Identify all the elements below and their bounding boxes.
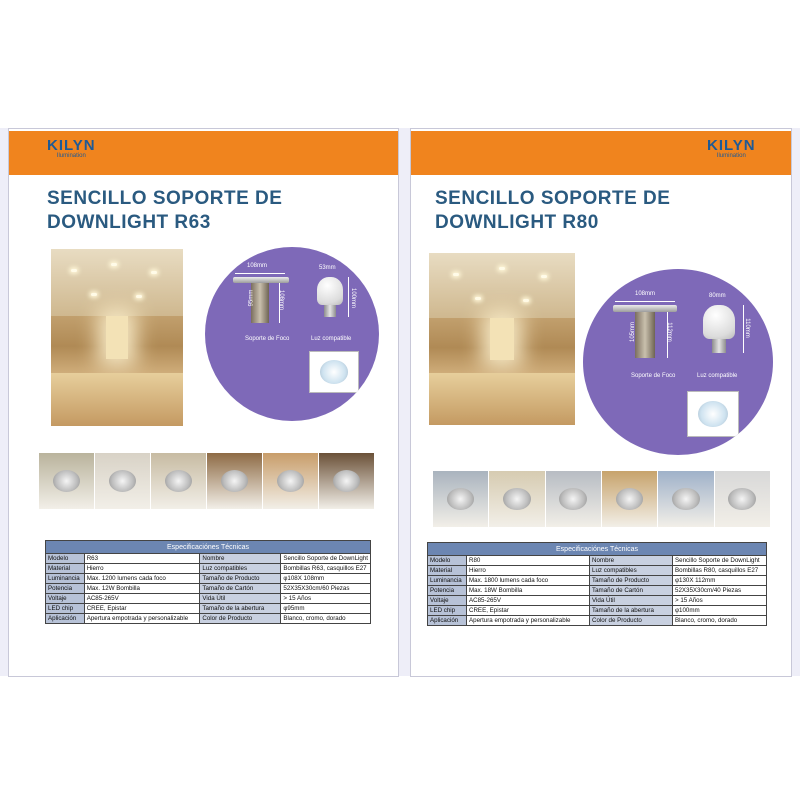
table-cell: Hierro — [84, 564, 200, 574]
product-dimension-diagram — [583, 269, 773, 455]
bulb-lit-inset — [687, 391, 739, 437]
thumbnail — [658, 471, 714, 527]
bulb-base — [712, 339, 726, 353]
table-cell: Color de Producto — [590, 616, 673, 626]
table-row — [46, 564, 371, 574]
table-cell: Luminancia — [428, 576, 467, 586]
table-row — [428, 586, 767, 596]
table-row — [428, 616, 767, 626]
table-row — [46, 604, 371, 614]
fixture-width-label: 108mm — [247, 263, 268, 269]
spec-table-header: Especificaciónes Técnicas — [46, 541, 371, 554]
spec-table — [427, 542, 767, 626]
table-cell: Luminancia — [46, 574, 85, 584]
table-cell: CREE, Epistar — [84, 604, 200, 614]
table-cell: Vida Útil — [200, 594, 281, 604]
table-cell: Modelo — [428, 556, 467, 566]
catalog-page-r80 — [410, 128, 792, 677]
brand-logo — [707, 138, 756, 160]
socket-length-label: 95mm — [248, 289, 255, 307]
fixture-height-label: 112mm — [665, 322, 672, 342]
title-line-1: SENCILLO SOPORTE DE — [435, 188, 671, 209]
bulb-base — [324, 305, 336, 317]
page-title — [47, 187, 282, 235]
table-cell: Max. 12W Bombilla — [84, 584, 200, 594]
thumbnail — [715, 471, 771, 527]
table-cell: Max. 1800 lumens cada foco — [467, 576, 590, 586]
table-row — [46, 574, 371, 584]
catalog-page-r63 — [8, 128, 399, 677]
installation-thumbnails — [433, 471, 771, 527]
table-cell: Bombillas R80, casquillos E27 — [673, 566, 767, 576]
table-cell: Voltaje — [428, 596, 467, 606]
table-cell: Max. 1200 lumens cada foco — [84, 574, 200, 584]
table-cell: LED chip — [428, 606, 467, 616]
table-cell: Tamaño de Producto — [200, 574, 281, 584]
table-cell: Hierro — [467, 566, 590, 576]
table-cell: Potencia — [428, 586, 467, 596]
table-cell: Aplicación — [428, 616, 467, 626]
table-cell: Sencillo Soporte de DownLight — [673, 556, 767, 566]
brand-tagline: Ilumination — [716, 153, 746, 159]
table-cell: Voltaje — [46, 594, 85, 604]
product-dimension-diagram — [205, 247, 379, 421]
brand-name: KILYN — [707, 137, 756, 154]
title-line-2: DOWNLIGHT R63 — [47, 212, 211, 233]
thumbnail — [602, 471, 658, 527]
corridor-photo — [51, 249, 183, 426]
table-cell: Color de Producto — [200, 614, 281, 624]
table-cell: Apertura empotrada y personalizable — [467, 616, 590, 626]
table-cell: Bombillas R63, casquillos E27 — [281, 564, 371, 574]
table-cell: Sencillo Soporte de DownLight — [281, 554, 371, 564]
table-cell: φ95mm — [281, 604, 371, 614]
table-cell: Tamaño de la abertura — [200, 604, 281, 614]
table-cell: Luz compatibles — [200, 564, 281, 574]
table-cell: R80 — [467, 556, 590, 566]
table-cell: Aplicación — [46, 614, 85, 624]
bulb-lit-inset — [309, 351, 359, 393]
table-cell: Tamaño de Cartón — [200, 584, 281, 594]
table-cell: φ108X 108mm — [281, 574, 371, 584]
table-cell: 52X35X30cm/60 Piezas — [281, 584, 371, 594]
title-line-2: DOWNLIGHT R80 — [435, 212, 599, 233]
thumbnail — [151, 453, 207, 509]
table-row — [428, 566, 767, 576]
table-row — [428, 556, 767, 566]
bulb-height-label: 110mm — [743, 318, 750, 338]
brand-logo — [47, 138, 96, 160]
table-cell: LED chip — [46, 604, 85, 614]
brand-name: KILYN — [47, 137, 96, 154]
table-cell: CREE, Epistar — [467, 606, 590, 616]
corridor-photo — [429, 253, 575, 425]
thumbnail — [433, 471, 489, 527]
table-cell: Tamaño de Cartón — [590, 586, 673, 596]
socket-length-label: 105mm — [630, 321, 637, 343]
table-cell: Tamaño de la abertura — [590, 606, 673, 616]
table-row — [428, 576, 767, 586]
table-row — [46, 554, 371, 564]
table-row — [428, 606, 767, 616]
table-cell: 52X35X30cm/40 Piezas — [673, 586, 767, 596]
table-cell: Tamaño de Producto — [590, 576, 673, 586]
table-cell: Vida Útil — [590, 596, 673, 606]
table-cell: Material — [428, 566, 467, 576]
table-cell: R63 — [84, 554, 200, 564]
table-cell: Max. 18W Bombilla — [467, 586, 590, 596]
thumbnail — [546, 471, 602, 527]
thumbnail — [263, 453, 319, 509]
bulb-icon — [317, 277, 343, 305]
table-cell: Nombre — [200, 554, 281, 564]
installation-thumbnails — [39, 453, 375, 509]
thumbnail — [39, 453, 95, 509]
brand-tagline: Ilumination — [56, 153, 86, 159]
fixture-height-label: 108mm — [278, 289, 285, 311]
table-cell: Luz compatibles — [590, 566, 673, 576]
fixture-caption: Soporte de Foco — [631, 373, 676, 379]
page-title — [435, 187, 670, 235]
fixture-ring — [613, 305, 677, 312]
table-row — [46, 594, 371, 604]
spec-table — [45, 540, 371, 624]
table-cell: Blanco, cromo, dorado — [281, 614, 371, 624]
spec-table-header: Especificaciónes Técnicas — [428, 543, 767, 556]
fixture-width-label: 108mm — [635, 291, 656, 297]
table-cell: Potencia — [46, 584, 85, 594]
bulb-width-label: 53mm — [319, 265, 336, 271]
title-line-1: SENCILLO SOPORTE DE — [47, 188, 283, 209]
table-cell: Apertura empotrada y personalizable — [84, 614, 200, 624]
thumbnail — [319, 453, 375, 509]
thumbnail — [207, 453, 263, 509]
bulb-caption: Luz compatible — [697, 373, 738, 379]
thumbnail — [489, 471, 545, 527]
table-row — [46, 584, 371, 594]
bulb-height-label: 100mm — [350, 287, 357, 309]
fixture-socket — [635, 312, 655, 358]
table-cell: φ100mm — [673, 606, 767, 616]
thumbnail — [95, 453, 151, 509]
bulb-width-label: 80mm — [709, 293, 726, 299]
table-cell: Material — [46, 564, 85, 574]
table-cell: Nombre — [590, 556, 673, 566]
table-cell: Modelo — [46, 554, 85, 564]
bulb-icon — [703, 305, 735, 339]
table-cell: > 15 Años — [281, 594, 371, 604]
bulb-caption: Luz compatible — [311, 336, 352, 342]
table-row — [428, 596, 767, 606]
table-cell: AC85-265V — [467, 596, 590, 606]
table-row — [46, 614, 371, 624]
table-cell: Blanco, cromo, dorado — [673, 616, 767, 626]
table-cell: > 15 Años — [673, 596, 767, 606]
fixture-caption: Soporte de Foco — [245, 336, 290, 342]
table-cell: φ130X 112mm — [673, 576, 767, 586]
table-cell: AC85-265V — [84, 594, 200, 604]
